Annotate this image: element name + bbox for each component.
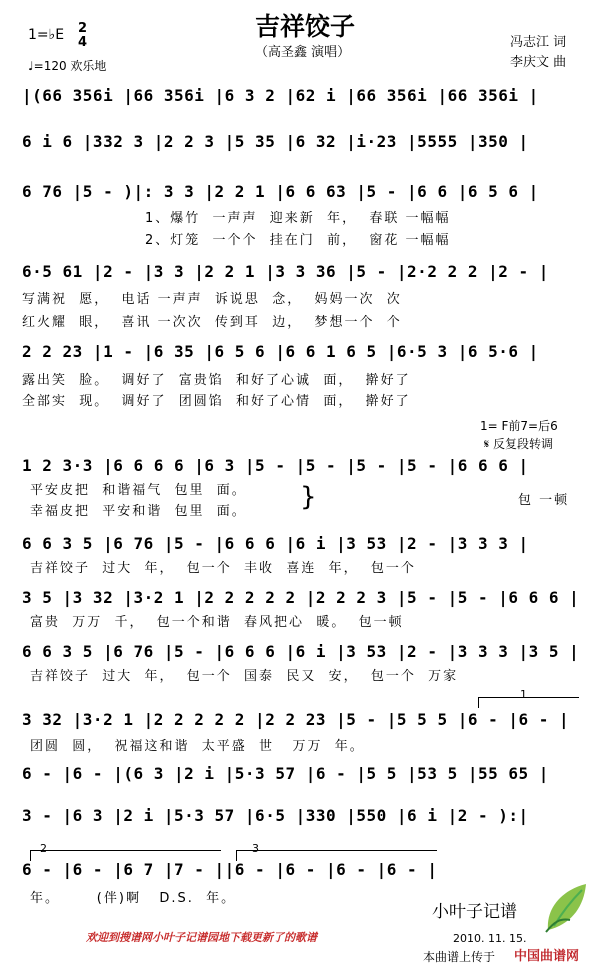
- volta-bracket-1: [478, 697, 579, 708]
- score-row-10-lyric-1: 团圆 圆， 祝福这和谐 太平盛 世 万万 年。: [30, 739, 365, 754]
- transcription-date: 2010. 11. 15.: [453, 932, 527, 945]
- score-row-8-notes: 3 5 |3 32 |3·2 1 |2 2 2 2 2 |2 2 2 3 |5 - |5 - |6 6 6 |: [22, 588, 580, 607]
- song-title: 吉祥饺子: [255, 12, 356, 41]
- time-signature-top: 2: [78, 21, 88, 36]
- score-row-6-notes: 1 2 3·3 |6 6 6 6 |6 3 |5 - |5 - |5 - |5 - |6 6 6 |: [22, 456, 529, 475]
- score-row-12-notes: 3 - |6 3 |2 i |5·3 57 |6·5 |330 |550 |6 i |2 - ):|: [22, 806, 529, 825]
- volta-label-2: 2: [40, 842, 47, 855]
- score-row-7-notes: 6 6 3 5 |6 76 |5 - |6 6 6 |6 i |3 53 |2 - |3 3 3 |: [22, 534, 529, 553]
- score-row-4-notes: 6·5 61 |2 - |3 3 |2 2 1 |3 3 36 |5 - |2·2 2 2 |2 - |: [22, 262, 549, 281]
- tempo-marking: ♩=120 欢乐地: [28, 59, 107, 73]
- key-signature: 1=♭E: [28, 27, 65, 43]
- score-row-11-notes: 6 - |6 - |(6 3 |2 i |5·3 57 |6 - |5 5 |53 5 |55 65 |: [22, 764, 549, 783]
- score-row-6-lyric-1: 平安皮把 和谐福气 包里 面。: [30, 483, 247, 498]
- score-row-5-lyric-1: 露出笑 脸。 调好了 富贵馅 和好了心诚 面， 擀好了: [22, 373, 411, 388]
- singer-credit: （高圣鑫 演唱）: [255, 45, 351, 60]
- score-row-5-notes: 2 2 23 |1 - |6 35 |6 5 6 |6 6 1 6 5 |6·5 3 |6 5·6 |: [22, 342, 539, 361]
- score-row-3-notes: 6 76 |5 - )|: 3 3 |2 2 1 |6 6 63 |5 - |6 6 |6 5 6 |: [22, 182, 539, 201]
- score-row-8-lyric-1: 富贵 万万 千， 包一个和谐 春风把心 暖。 包一顿: [30, 615, 404, 630]
- segno-repeat-note: 𝄋 反复段转调: [484, 437, 553, 451]
- score-row-7-lyric-1: 吉祥饺子 过大 年， 包一个 丰收 喜连 年， 包一个: [30, 561, 416, 576]
- score-row-5-lyric-2: 全部实 现。 调好了 团圆馅 和好了心情 面， 擀好了: [22, 394, 411, 409]
- volta-label-3: 3: [252, 842, 259, 855]
- signature-text: 小叶子记谱: [432, 902, 517, 922]
- score-row-10-notes: 3 32 |3·2 1 |2 2 2 2 2 |2 2 23 |5 - |5 5 5 |6 - |6 - |: [22, 710, 570, 729]
- leaf-logo-icon: [540, 880, 592, 936]
- score-row-4-lyric-2: 红火耀 眼， 喜讯 一次次 传到耳 边， 梦想一个 个: [22, 315, 402, 330]
- score-row-6-lyric-right: 包 一顿: [518, 493, 570, 508]
- volta-label-1: 1: [520, 688, 527, 701]
- lyricist-credit: 冯志江 词: [510, 35, 567, 50]
- score-row-3-lyric-2: 2、灯笼 一个个 挂在门 前， 窗花 一幅幅: [145, 233, 451, 248]
- score-row-1-notes: |(66 356i |66 356i |6 3 2 |62 i |66 356i |66 356i |: [22, 86, 539, 105]
- score-row-13-notes: 6 - |6 - |6 7 |7 - ||6 - |6 - |6 - |6 - |: [22, 860, 438, 879]
- welcome-banner: 欢迎到搜谱网小叶子记谱园地下载更新了的歌谱: [86, 931, 317, 944]
- score-row-4-lyric-1: 写满祝 愿， 电话 一声声 诉说思 念， 妈妈一次 次: [22, 292, 402, 307]
- score-row-6-lyric-2: 幸福皮把 平安和谐 包里 面。: [30, 504, 247, 519]
- score-row-2-notes: 6 i 6 |332 3 |2 2 3 |5 35 |6 32 |i·23 |5555 |350 |: [22, 132, 529, 151]
- score-row-13-lyric-1: 年。 (伴)啊 D.S. 年。: [30, 891, 237, 906]
- score-row-9-notes: 6 6 3 5 |6 76 |5 - |6 6 6 |6 i |3 53 |2 - |3 3 3 |3 5 |: [22, 642, 580, 661]
- score-row-3-lyric-1: 1、爆竹 一声声 迎来新 年， 春联 一幅幅: [145, 211, 451, 226]
- site-brand: 中国曲谱网: [514, 949, 580, 964]
- score-row-9-lyric-1: 吉祥饺子 过大 年， 包一个 国泰 民又 安， 包一个 万家: [30, 669, 459, 684]
- key-change-note: 1= F前7=后6: [480, 419, 558, 433]
- lyric-brace: }: [300, 482, 317, 512]
- composer-credit: 李庆文 曲: [510, 55, 567, 70]
- upload-note: 本曲谱上传于: [423, 950, 496, 964]
- time-signature-bottom: 4: [78, 35, 88, 50]
